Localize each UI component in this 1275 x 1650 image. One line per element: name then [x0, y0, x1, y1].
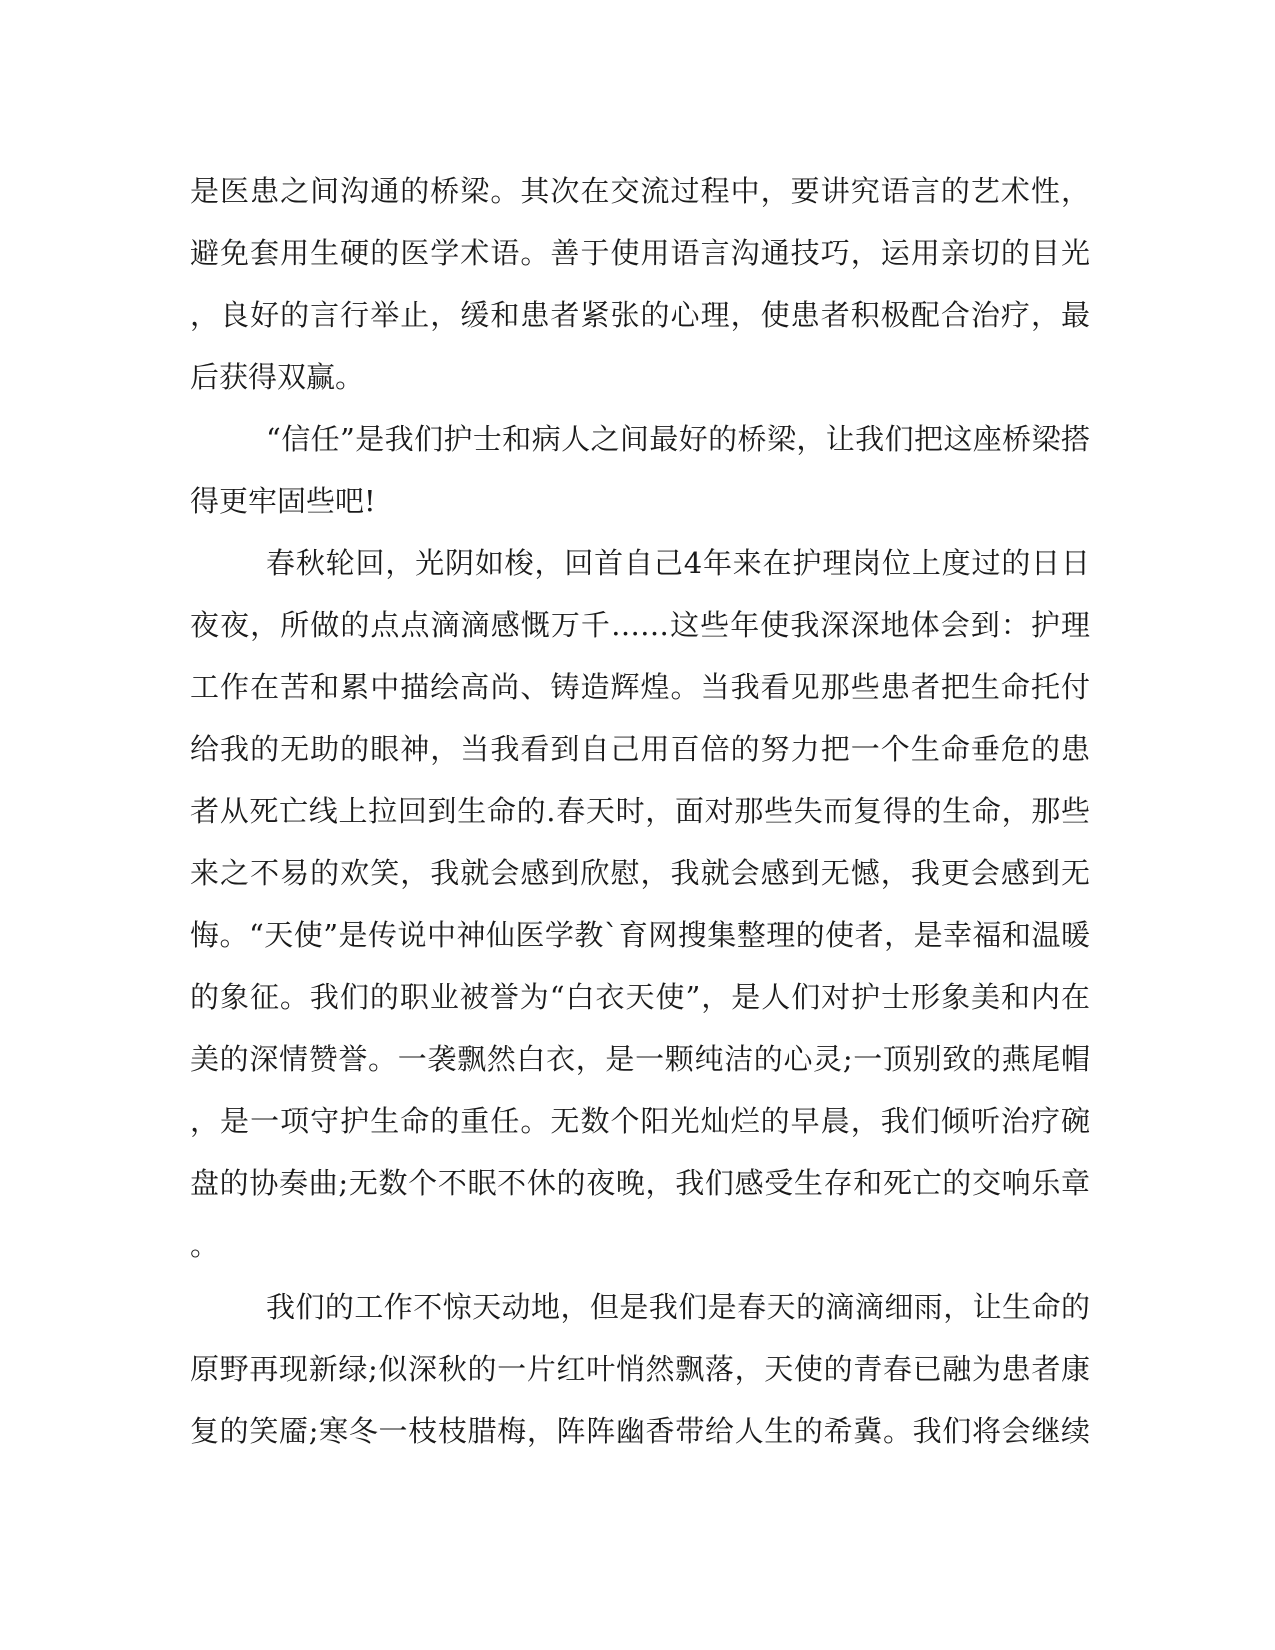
- paragraph-4: [190, 1276, 1090, 1462]
- text-line: 来之不易的欢笑，我就会感到欣慰，我就会感到无憾，我更会感到无: [190, 856, 1090, 890]
- text-line: 。: [190, 1228, 220, 1262]
- paragraph-1: [190, 160, 1090, 408]
- text-line: 避免套用生硬的医学术语。善于使用语言沟通技巧，运用亲切的目光: [190, 236, 1090, 270]
- paragraph-3: [190, 532, 1090, 1276]
- text-line: 工作在苦和累中描绘高尚、铸造辉煌。当我看见那些患者把生命托付: [190, 670, 1090, 704]
- text-line: 得更牢固些吧!: [190, 484, 376, 518]
- text-line: 复的笑靥;寒冬一枝枝腊梅，阵阵幽香带给人生的希冀。我们将会继续: [190, 1414, 1090, 1448]
- text-line: 后获得双赢。: [190, 360, 365, 394]
- paragraph-2: [190, 408, 1090, 532]
- text-line: ，良好的言行举止，缓和患者紧张的心理，使患者积极配合治疗，最: [190, 298, 1090, 332]
- text-line: 盘的协奏曲;无数个不眠不休的夜晚，我们感受生存和死亡的交响乐章: [190, 1166, 1090, 1200]
- text-line: 给我的无助的眼神，当我看到自己用百倍的努力把一个生命垂危的患: [190, 732, 1090, 766]
- text-line: 美的深情赞誉。一袭飘然白衣，是一颗纯洁的心灵;一顶别致的燕尾帽: [190, 1042, 1090, 1076]
- text-line: “信任”是我们护士和病人之间最好的桥梁，让我们把这座桥梁搭: [266, 422, 1090, 456]
- text-line: 原野再现新绿;似深秋的一片红叶悄然飘落，天使的青春已融为患者康: [190, 1352, 1090, 1386]
- text-line: 春秋轮回，光阴如梭，回首自己4年来在护理岗位上度过的日日: [266, 546, 1090, 580]
- text-line: 的象征。我们的职业被誉为“白衣天使”，是人们对护士形象美和内在: [190, 980, 1090, 1014]
- text-line: 夜夜，所做的点点滴滴感慨万千……这些年使我深深地体会到：护理: [190, 608, 1090, 642]
- text-line: 是医患之间沟通的桥梁。其次在交流过程中，要讲究语言的艺术性，: [190, 174, 1090, 208]
- text-line: ，是一项守护生命的重任。无数个阳光灿烂的早晨，我们倾听治疗碗: [190, 1104, 1090, 1138]
- document-body: [190, 160, 1090, 1462]
- text-line: 我们的工作不惊天动地，但是我们是春天的滴滴细雨，让生命的: [266, 1290, 1090, 1324]
- text-line: 者从死亡线上拉回到生命的.春天时，面对那些失而复得的生命，那些: [190, 794, 1090, 828]
- text-line: 悔。“天使”是传说中神仙医学教`育网搜集整理的使者，是幸福和温暖: [190, 918, 1090, 952]
